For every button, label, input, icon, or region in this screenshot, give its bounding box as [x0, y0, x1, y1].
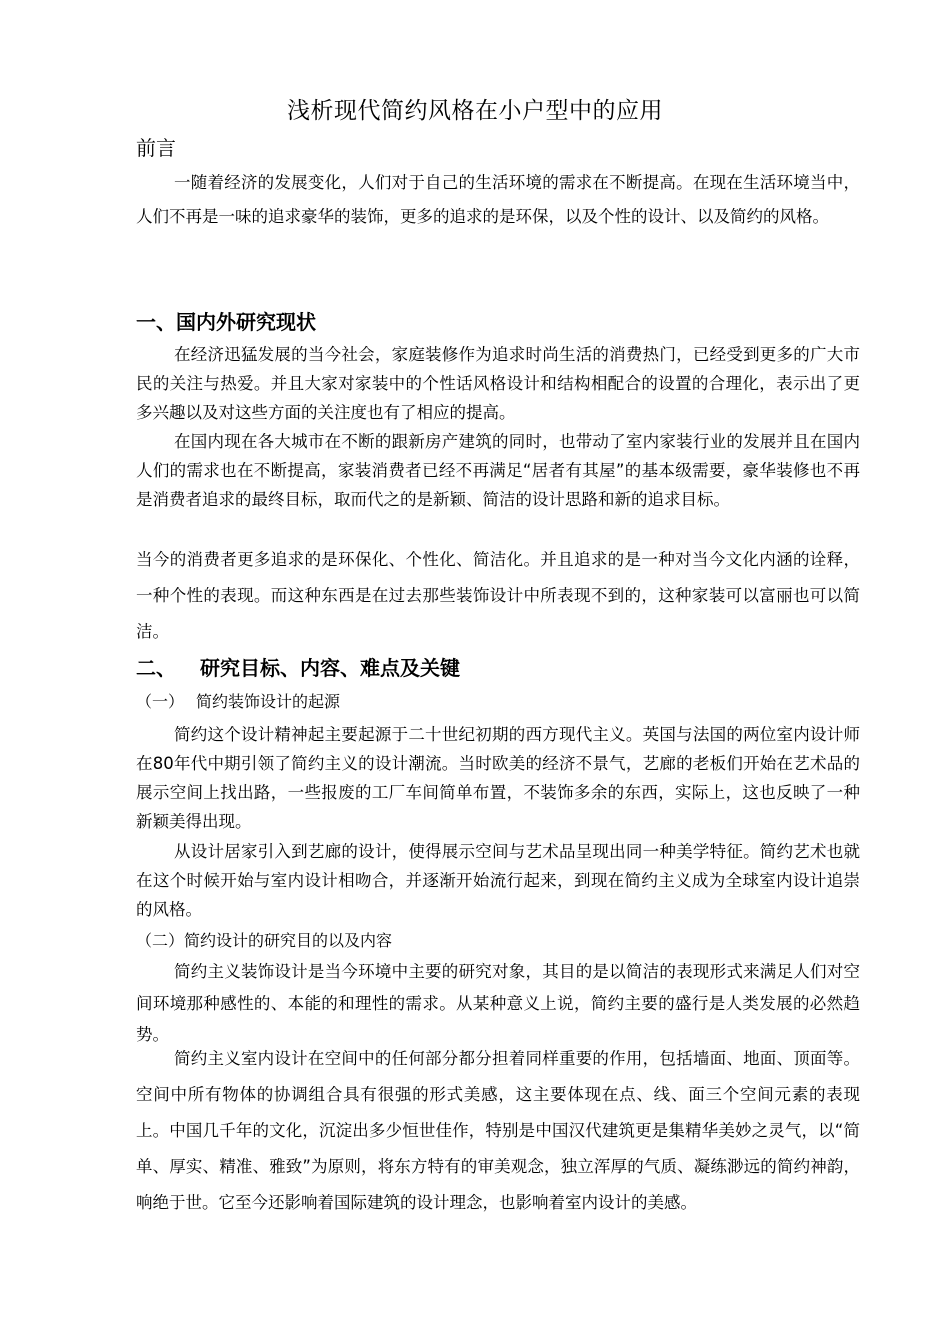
section-2-number: 二、	[136, 656, 176, 680]
section-2-heading	[136, 654, 460, 682]
section-2-title: 研究目标、内容、难点及关键	[200, 656, 460, 680]
section-1-paragraph-3: 当今的消费者更多追求的是环保化、个性化、简洁化。并且追求的是一种对当今文化内涵的诠释，一种个性的表现。而这种东西是在过去那些装饰设计中所表现不到的，这种家装可以富丽也可以简洁。	[136, 550, 860, 641]
subsection-1-number: （一）	[136, 692, 185, 711]
section-1-paragraph-2: 在国内现在各大城市在不断的跟新房产建筑的同时，也带动了室内家装行业的发展并且在国内人们的需求也在不断提高，家装消费者已经不再满足“居者有其屋”的基本级需要，豪华装修也不再是消费者追求的最终目标，取而代之的是新颖、简洁的设计思路和新的追求目标。	[136, 432, 860, 509]
subsection-1-paragraph-2: 从设计居家引入到艺廊的设计，使得展示空间与艺术品呈现出同一种美学特征。简约艺术也就在这个时候开始与室内设计相吻合，并逐渐开始流行起来，到现在简约主义成为全球室内设计追崇的风格。	[136, 842, 860, 919]
subsection-1-heading	[136, 690, 340, 714]
subsection-2-heading: （二）简约设计的研究目的以及内容	[136, 931, 393, 950]
subsection-1-paragraph-1: 简约这个设计精神起主要起源于二十世纪初期的西方现代主义。英国与法国的两位室内设计师在80年代中期引领了简约主义的设计潮流。当时欧美的经济不景气，艺廊的老板们开始在艺术品的展示空间上找出路，一些报废的工厂车间简单布置，不装饰多余的东西，实际上，这也反映了一种新颖美得出现。	[136, 725, 860, 831]
preface-heading: 前言	[136, 136, 176, 160]
subsection-2-paragraph-1: 简约主义装饰设计是当今环境中主要的研究对象，其目的是以简洁的表现形式来满足人们对空间环境那种感性的、本能的和理性的需求。从某种意义上说，简约主要的盛行是人类发展的必然趋势。	[136, 962, 860, 1044]
section-1-title: 国内外研究现状	[176, 310, 316, 334]
subsection-2-paragraph-2: 简约主义室内设计在空间中的任何部分都分担着同样重要的作用，包括墙面、地面、顶面等。空间中所有物体的协调组合具有很强的形式美感，这主要体现在点、线、面三个空间元素的表现上。中国几千年的文化，沉淀出多少恒世佳作，特别是中国汉代建筑更是集精华美妙之灵气，以“简单、厚实、精准、雅致”为原则，将东方特有的审美观念，独立浑厚的气质、凝练渺远的简约神韵，响绝于世。它至今还影响着国际建筑的设计理念，也影响着室内设计的美感。	[136, 1049, 860, 1212]
section-1-number: 一、	[136, 310, 176, 334]
document-title: 浅析现代简约风格在小户型中的应用	[287, 98, 663, 124]
preface-paragraph: 一随着经济的发展变化，人们对于自己的生活环境的需求在不断提高。在现在生活环境当中，人们不再是一味的追求豪华的装饰，更多的追求的是环保，以及个性的设计、以及简约的风格。	[136, 173, 860, 226]
section-1-paragraph-1: 在经济迅猛发展的当今社会，家庭装修作为追求时尚生活的消费热门，已经受到更多的广大市民的关注与热爱。并且大家对家装中的个性话风格设计和结构相配合的设置的合理化，表示出了更多兴趣以及对这些方面的关注度也有了相应的提高。	[136, 345, 860, 422]
subsection-1-title: 简约装饰设计的起源	[196, 692, 341, 711]
section-1-heading	[136, 308, 316, 336]
